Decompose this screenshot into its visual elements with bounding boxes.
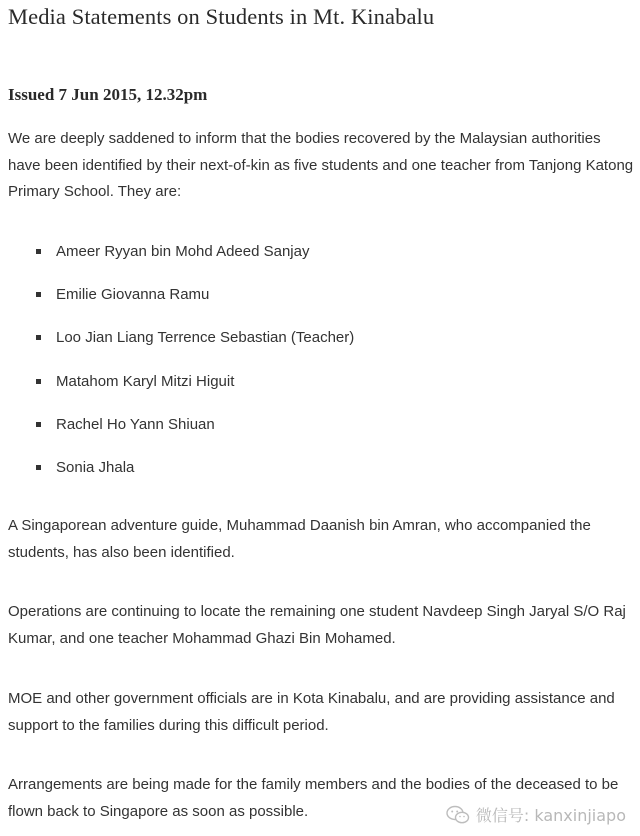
name-text: Emilie Giovanna Ramu bbox=[56, 286, 210, 304]
bullet-icon bbox=[36, 335, 41, 340]
bullet-icon bbox=[36, 465, 41, 470]
wechat-watermark bbox=[446, 803, 626, 826]
operations-paragraph: Operations are continuing to locate the remaining one student Navdeep Singh Jaryal S/O Raj Kumar, and one teacher Mohammad Ghazi Bin Mohamed. bbox=[8, 603, 626, 647]
list-item bbox=[36, 239, 354, 282]
list-item bbox=[36, 369, 354, 412]
issued-date: Issued 7 Jun 2015, 12.32pm bbox=[8, 85, 208, 104]
intro-paragraph: We are deeply saddened to inform that the bodies recovered by the Malaysian authorities have been identified by their next-of-kin as five students and one teacher from Tanjong Katong Primary School. They are: bbox=[8, 130, 634, 200]
name-text: Ameer Ryyan bin Mohd Adeed Sanjay bbox=[56, 243, 310, 260]
page-title: Media Statements on Students in Mt. Kinabalu bbox=[8, 4, 435, 29]
bullet-icon bbox=[36, 292, 41, 297]
bullet-icon bbox=[36, 379, 41, 384]
name-text: Matahom Karyl Mitzi Higuit bbox=[56, 372, 235, 390]
name-text: Loo Jian Liang Terrence Sebastian (Teacher) bbox=[56, 329, 355, 347]
guide-paragraph: A Singaporean adventure guide, Muhammad Daanish bin Amran, who accompanied the students, has also been identified. bbox=[8, 517, 591, 561]
watermark-text: 微信号: kanxinjiapo bbox=[475, 806, 626, 825]
list-item bbox=[36, 455, 354, 498]
list-item bbox=[36, 282, 354, 325]
name-text: Sonia Jhala bbox=[56, 458, 135, 476]
list-item bbox=[36, 412, 354, 455]
list-item bbox=[36, 325, 354, 368]
arrangements-paragraph: Arrangements are being made for the family members and the bodies of the deceased to be flown back to Singapore as soon as possible. bbox=[8, 776, 619, 820]
bullet-icon bbox=[36, 422, 41, 427]
name-text: Rachel Ho Yann Shiuan bbox=[56, 415, 215, 433]
names-list bbox=[36, 239, 354, 498]
moe-paragraph: MOE and other government officials are in Kota Kinabalu, and are providing assistance and support to the families during this difficult period. bbox=[8, 690, 615, 734]
wechat-icon bbox=[446, 805, 470, 825]
bullet-icon bbox=[36, 249, 41, 254]
